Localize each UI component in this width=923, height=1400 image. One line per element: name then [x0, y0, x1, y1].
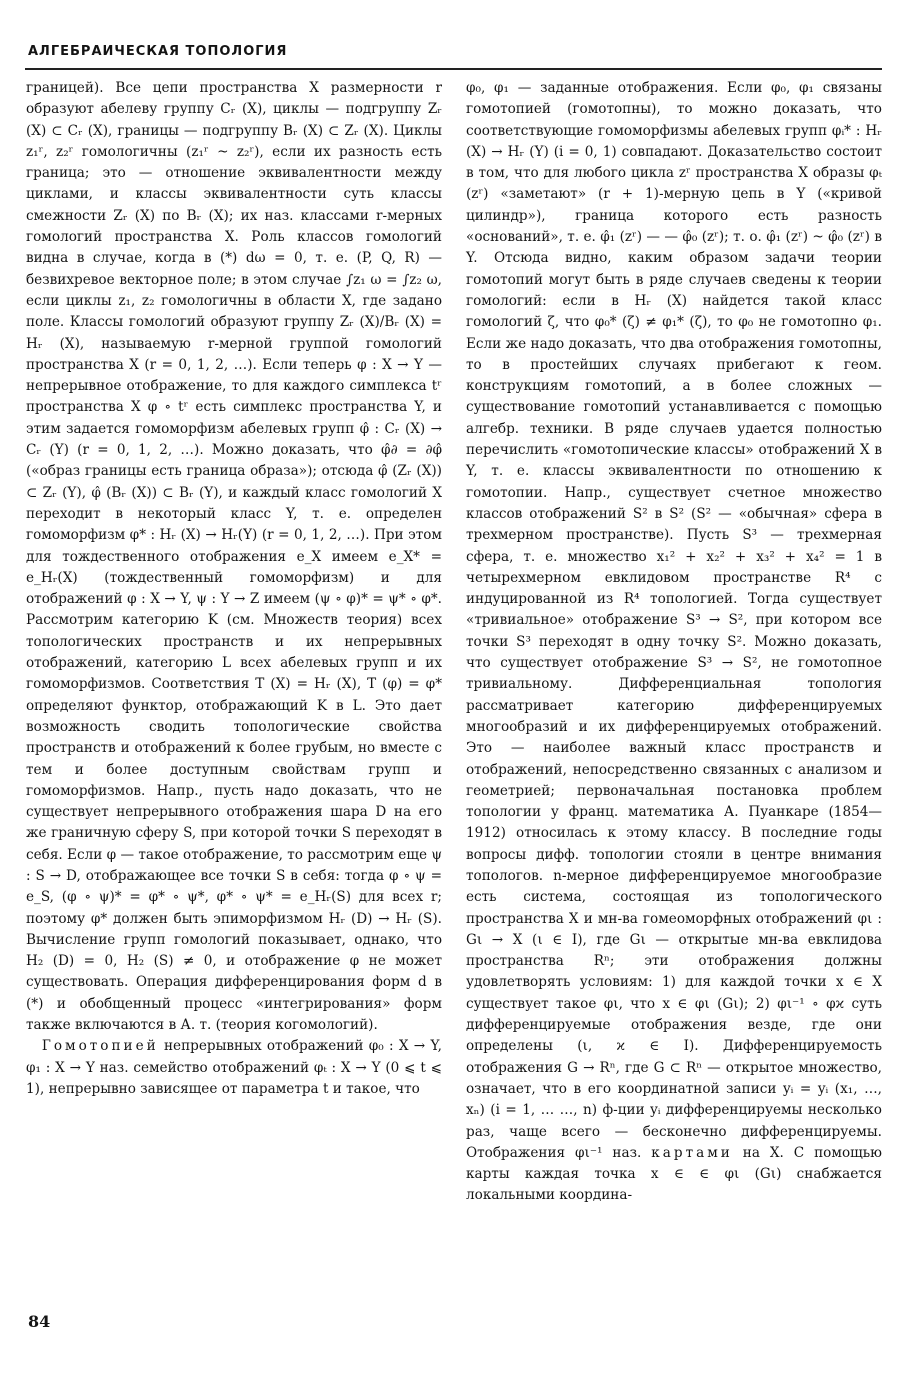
left-paragraph-2: [26, 1036, 442, 1100]
page-number: 84: [28, 1312, 51, 1331]
right-paragraph-1-text-b: на X. С помощью карты каждая точка x ∈ ∈ φι (Gι) снабжается локальными координа-: [466, 1144, 882, 1204]
left-paragraph-1: границей). Все цепи пространства X размерности r образуют абелеву группу Cᵣ (X), циклы — подгруппу Zᵣ (X) ⊂ Cᵣ (X), границы — подгруппу Bᵣ (X) ⊂ Zᵣ (X). Циклы z₁ʳ, z₂ʳ гомологичны (z₁ʳ ~ z₂ʳ), если их разность есть граница; это — отношение эквивалентности между циклами, и классы эквивалентности суть классы смежности Zᵣ (X) по Bᵣ (X); их наз. классами r-мерных гомологий пространства X. Роль классов гомологий видна в случае, когда в (*) dω = 0, т. е. (P, Q, R) — безвихревое векторное поле; в этом случае ∫z₁ ω = ∫z₂ ω, если циклы z₁, z₂ гомологичны в области X, где задано поле. Классы гомологий образуют группу Zᵣ (X)/Bᵣ (X) = Hᵣ (X), называемую r-мерной группой гомологий пространства X (r = 0, 1, 2, …). Если теперь φ : X → Y — непрерывное отображение, то для каждого симплекса tʳ пространства X φ ∘ tʳ есть симплекс пространства Y, и этим задается гомоморфизм абелевых групп φ̂ : Cᵣ (X) → Cᵣ (Y) (r = 0, 1, 2, …). Можно доказать, что φ̂∂ = ∂φ̂ («образ границы есть граница образа»); отсюда φ̂ (Zᵣ (X)) ⊂ Zᵣ (Y), φ̂ (Bᵣ (X)) ⊂ Bᵣ (Y), и каждый класс гомологий X переходит в некоторый класс Y, т. е. определен гомоморфизм φ* : Hᵣ (X) → Hᵣ(Y) (r = 0, 1, 2, …). При этом для тождественного отображения e_X имеем e_X* = e_Hᵣ(X) (тождественный гомоморфизм) и для отображений φ : X → Y, ψ : Y → Z имеем (ψ ∘ φ)* = ψ* ∘ φ*. Рассмотрим категорию K (см. Множеств теория) всех топологических пространств и их непрерывных отображений, категорию L всех абелевых групп и их гомоморфизмов. Соответствия T (X) = Hᵣ (X), T (φ) = φ* определяют функтор, отображающий K в L. Это дает возможность сводить топологические свойства пространств и отображений к более грубым, но вместе с тем и более доступным свойствам групп и гомоморфизмов. Напр., пусть надо доказать, что не существует непрерывного отображения шара D на его же граничную сферу S, при которой точки S переходят в себя. Если φ — такое отображение, то рассмотрим еще ψ : S → D, отображающее все точки S в себя: тогда φ ∘ ψ = e_S, (φ ∘ ψ)* = φ* ∘ ψ*, φ* ∘ ψ* = e_Hᵣ(S) для всех r; поэтому φ* должен быть эпиморфизмом Hᵣ (D) → Hᵣ (S). Вычисление групп гомологий показывает, однако, что H₂ (D) = 0, H₂ (S) ≠ 0, и отображение φ не может существовать. Операция дифференцирования форм d в (*) и обобщенный процесс «интегрирования» форм также включаются в А. т. (теория когомологий).: [26, 80, 442, 1034]
term-charts: картами: [651, 1144, 733, 1161]
header-rule: [25, 68, 882, 70]
left-column: [26, 78, 442, 1100]
term-homotopy: Гомотопией: [41, 1038, 159, 1055]
running-head: АЛГЕБРАИЧЕСКАЯ ТОПОЛОГИЯ: [28, 44, 288, 59]
right-paragraph-1-text-a: φ₀, φ₁ — заданные отображения. Если φ₀, φ₁ связаны гомотопией (гомотопны), то можно доказать, что соответствующие гомоморфизмы абелевых групп φᵢ* : Hᵣ (X) → Hᵣ (Y) (i = 0, 1) совпадают. Доказательство состоит в том, что для любого цикла zʳ пространства X образы φₜ (zʳ) «заметают» (r + 1)-мерную цепь в Y («кривой цилиндр»), граница которого есть разность «оснований», т. е. φ̂₁ (zʳ) — — φ̂₀ (zʳ); т. о. φ̂₁ (zʳ) ~ φ̂₀ (zʳ) в Y. Отсюда видно, каким образом задачи теории гомотопий могут быть в ряде случаев сведены к теории гомологий: если в Hᵣ (X) найдется такой класс гомологий ζ, что φ₀* (ζ) ≠ φ₁* (ζ), то φ₀ не гомотопно φ₁. Если же надо доказать, что два отображения гомотопны, то в простейших случаях прибегают к геом. конструкциям гомотопий, а в более сложных — существование гомотопий устанавливается с помощью алгебр. техники. В ряде случаев удается полностью перечислить «гомотопические классы» отображений X в Y, т. е. классы эквивалентности по отношению к гомотопии. Напр., существует счетное множество классов отображений S² в S² (S² — «обычная» сфера в трехмерном пространстве). Пусть S³ — трехмерная сфера, т. е. множество x₁² + x₂² + x₃² + x₄² = 1 в четырехмерном евклидовом пространстве R⁴ с индуцированной из R⁴ топологией. Тогда существует «тривиальное» отображение S³ → S², при котором все точки S³ переходят в одну точку S². Можно доказать, что существует отображение S³ → S², не гомотопное тривиальному. Дифференциальная топология рассматривает категорию дифференцируемых многообразий и их дифференцируемых отображений. Это — наиболее важный класс пространств и отображений, непосредственно связанных с анализом и геометрией; первоначальная постановка проблем топологии у франц. математика А. Пуанкаре (1854—1912) относилась к этому классу. В последние годы вопросы дифф. топологии стояли в центре внимания топологов. n-мерное дифференцируемое многообразие есть система, состоящая из топологического пространства X и мн-ва гомеоморфных отображений φι : Gι → X (ι ∈ I), где Gι — открытые мн-ва евклидова пространства Rⁿ; эти отображения должны удовлетворять условиям: 1) для каждой точки x ∈ X существует такое φι, что x ∈ φι (Gι); 2) φι⁻¹ ∘ φϰ суть дифференцируемые отображения везде, где они определены (ι, ϰ ∈ I). Дифференцируемость отображения G → Rⁿ, где G ⊂ Rⁿ — открытое множество, означает, что в его координатной записи yᵢ = yᵢ (x₁, …, xₙ) (i = 1, … …, n) ф-ции yᵢ дифференцируемы несколько раз, чаще всего — бесконечно дифференцируемы. Отображения φι⁻¹ наз.: [466, 80, 882, 1161]
right-column: [466, 78, 882, 1207]
right-paragraph-1: [466, 78, 882, 1207]
left-paragraph-2-text: непрерывных отображений φ₀ : X → Y, φ₁ : X → Y наз. семейство отображений φₜ : X → Y (0 ⩽ t ⩽ 1), непрерывно зависящее от параметра t и такое, что: [26, 1038, 442, 1097]
